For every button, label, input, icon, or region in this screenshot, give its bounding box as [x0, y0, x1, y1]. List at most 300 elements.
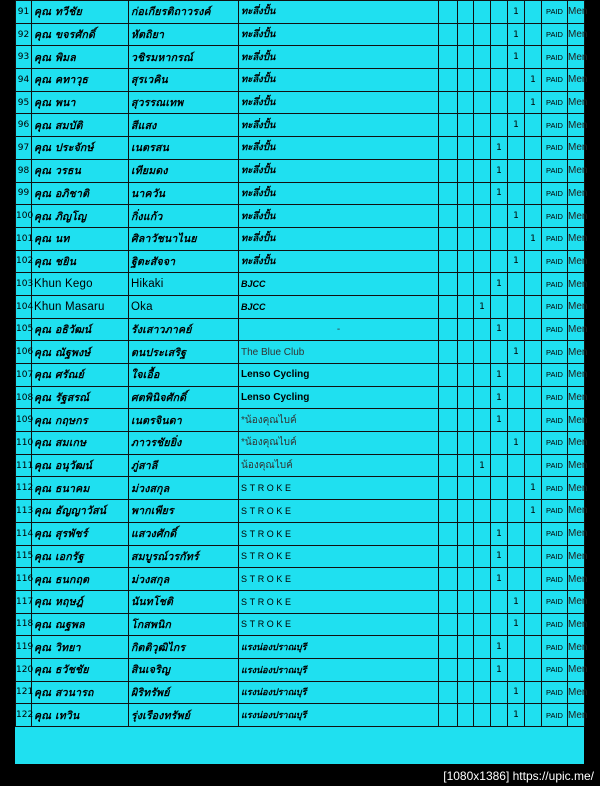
- last-name-cell: ม่วงสกุล: [129, 477, 239, 500]
- empty-cell: [458, 364, 474, 387]
- empty-cell: [439, 137, 458, 160]
- empty-cell: [458, 590, 474, 613]
- empty-cell: [508, 636, 525, 659]
- empty-cell: [458, 46, 474, 69]
- category-cell: Men: [568, 341, 585, 364]
- payment-status-cell: PAID: [542, 432, 568, 455]
- club-cell: แรงน่องปราณบุรี: [239, 658, 439, 681]
- category-cell: Men: [568, 386, 585, 409]
- category-cell: Men: [568, 432, 585, 455]
- empty-cell: [525, 522, 542, 545]
- empty-cell: [439, 658, 458, 681]
- payment-status-cell: PAID: [542, 704, 568, 727]
- empty-cell: [474, 341, 491, 364]
- payment-status-cell: PAID: [542, 681, 568, 704]
- last-name-cell: ฐิตะสัจจา: [129, 250, 239, 273]
- first-name-cell: คุณ ธนาคม: [32, 477, 129, 500]
- empty-cell: [458, 636, 474, 659]
- registration-sheet: [15, 0, 588, 764]
- empty-cell: [491, 205, 508, 228]
- empty-cell: [474, 658, 491, 681]
- last-name-cell: ม่วงสกุล: [129, 568, 239, 591]
- empty-cell: [458, 250, 474, 273]
- empty-cell: [439, 568, 458, 591]
- empty-cell: [439, 704, 458, 727]
- category-cell: Men: [568, 273, 585, 296]
- table-row: [16, 681, 585, 704]
- first-name-cell: คุณ พิมล: [32, 46, 129, 69]
- club-cell: STROKE: [239, 500, 439, 523]
- club-cell: ทะลึ่งปั้น: [239, 23, 439, 46]
- empty-cell: [525, 250, 542, 273]
- entry-mark-cell: 1: [508, 432, 525, 455]
- payment-status-cell: PAID: [542, 114, 568, 137]
- last-name-cell: หัตถิยา: [129, 23, 239, 46]
- row-number: 121: [16, 681, 32, 704]
- last-name-cell: เทียมดง: [129, 159, 239, 182]
- empty-cell: [458, 227, 474, 250]
- club-cell: ทะลึ่งปั้น: [239, 159, 439, 182]
- payment-status-cell: PAID: [542, 137, 568, 160]
- empty-cell: [525, 636, 542, 659]
- table-row: [16, 636, 585, 659]
- row-number: 113: [16, 500, 32, 523]
- empty-cell: [474, 568, 491, 591]
- entry-mark-cell: 1: [508, 205, 525, 228]
- payment-status-cell: PAID: [542, 205, 568, 228]
- last-name-cell: ก่อเกียรติถาวรงค์: [129, 1, 239, 24]
- empty-cell: [439, 545, 458, 568]
- empty-cell: [474, 159, 491, 182]
- table-row: [16, 23, 585, 46]
- payment-status-cell: PAID: [542, 23, 568, 46]
- last-name-cell: ภาวรชัยยิ่ง: [129, 432, 239, 455]
- payment-status-cell: PAID: [542, 545, 568, 568]
- club-cell: ทะลึ่งปั้น: [239, 250, 439, 273]
- empty-cell: [439, 477, 458, 500]
- last-name-cell: ตนประเสริฐ: [129, 341, 239, 364]
- empty-cell: [491, 590, 508, 613]
- empty-cell: [474, 114, 491, 137]
- table-row: [16, 704, 585, 727]
- empty-cell: [439, 590, 458, 613]
- empty-cell: [508, 137, 525, 160]
- row-number: 104: [16, 295, 32, 318]
- empty-cell: [491, 46, 508, 69]
- entry-mark-cell: 1: [491, 182, 508, 205]
- payment-status-cell: PAID: [542, 454, 568, 477]
- club-cell: ทะลึ่งปั้น: [239, 46, 439, 69]
- empty-cell: [491, 341, 508, 364]
- last-name-cell: นาควัน: [129, 182, 239, 205]
- first-name-cell: คุณ ชยิน: [32, 250, 129, 273]
- table-row: [16, 114, 585, 137]
- empty-cell: [474, 318, 491, 341]
- payment-status-cell: PAID: [542, 500, 568, 523]
- empty-cell: [491, 227, 508, 250]
- empty-cell: [525, 46, 542, 69]
- table-row: [16, 432, 585, 455]
- empty-cell: [474, 205, 491, 228]
- category-cell: Men: [568, 364, 585, 387]
- empty-cell: [491, 454, 508, 477]
- empty-cell: [458, 341, 474, 364]
- empty-cell: [458, 318, 474, 341]
- entry-mark-cell: 1: [525, 227, 542, 250]
- first-name-cell: คุณ สมบัติ: [32, 114, 129, 137]
- club-cell: แรงน่องปราณบุรี: [239, 681, 439, 704]
- empty-cell: [474, 273, 491, 296]
- last-name-cell: ศตพินิจศักดิ์: [129, 386, 239, 409]
- empty-cell: [491, 477, 508, 500]
- empty-cell: [458, 182, 474, 205]
- row-number: 109: [16, 409, 32, 432]
- empty-cell: [458, 658, 474, 681]
- last-name-cell: รุ่งเรืองทรัพย์: [129, 704, 239, 727]
- last-name-cell: Oka: [129, 295, 239, 318]
- table-row: [16, 46, 585, 69]
- empty-cell: [474, 500, 491, 523]
- empty-cell: [491, 704, 508, 727]
- first-name-cell: คุณ อภิชาติ: [32, 182, 129, 205]
- empty-cell: [508, 522, 525, 545]
- club-cell: ทะลึ่งปั้น: [239, 91, 439, 114]
- club-cell: ทะลึ่งปั้น: [239, 227, 439, 250]
- payment-status-cell: PAID: [542, 590, 568, 613]
- empty-cell: [439, 681, 458, 704]
- first-name-cell: คุณ ธวัชชัย: [32, 658, 129, 681]
- last-name-cell: ผิริทรัพย์: [129, 681, 239, 704]
- category-cell: Men: [568, 23, 585, 46]
- category-cell: Men: [568, 568, 585, 591]
- last-name-cell: สมบูรณ์วรกัทร์: [129, 545, 239, 568]
- table-row: [16, 454, 585, 477]
- empty-cell: [439, 341, 458, 364]
- payment-status-cell: PAID: [542, 477, 568, 500]
- last-name-cell: วชิรมหากรณ์: [129, 46, 239, 69]
- empty-cell: [525, 23, 542, 46]
- empty-cell: [458, 454, 474, 477]
- empty-cell: [474, 69, 491, 92]
- club-cell: STROKE: [239, 545, 439, 568]
- row-number: 94: [16, 69, 32, 92]
- empty-cell: [439, 273, 458, 296]
- last-name-cell: นันทโชติ: [129, 590, 239, 613]
- row-number: 93: [16, 46, 32, 69]
- table-row: [16, 613, 585, 636]
- first-name-cell: คุณ รัฐสรณ์: [32, 386, 129, 409]
- payment-status-cell: PAID: [542, 250, 568, 273]
- entry-mark-cell: 1: [508, 613, 525, 636]
- empty-cell: [439, 613, 458, 636]
- club-cell: ทะลึ่งปั้น: [239, 1, 439, 24]
- empty-cell: [491, 432, 508, 455]
- empty-cell: [508, 386, 525, 409]
- table-row: [16, 658, 585, 681]
- table-row: [16, 69, 585, 92]
- entry-mark-cell: 1: [508, 114, 525, 137]
- row-number: 110: [16, 432, 32, 455]
- table-row: [16, 295, 585, 318]
- empty-cell: [525, 590, 542, 613]
- empty-cell: [474, 386, 491, 409]
- last-name-cell: สีแสง: [129, 114, 239, 137]
- row-number: 117: [16, 590, 32, 613]
- empty-cell: [525, 273, 542, 296]
- empty-cell: [525, 114, 542, 137]
- empty-cell: [525, 386, 542, 409]
- category-cell: Men: [568, 205, 585, 228]
- category-cell: Men: [568, 613, 585, 636]
- last-name-cell: เนตรจินดา: [129, 409, 239, 432]
- first-name-cell: คุณ สวนารถ: [32, 681, 129, 704]
- first-name-cell: คุณ ณัฐพงษ์: [32, 341, 129, 364]
- first-name-cell: คุณ นท: [32, 227, 129, 250]
- category-cell: Men: [568, 91, 585, 114]
- empty-cell: [508, 500, 525, 523]
- first-name-cell: คุณ ภิญโญ: [32, 205, 129, 228]
- first-name-cell: คุณ อนุวัฒน์: [32, 454, 129, 477]
- entry-mark-cell: 1: [491, 522, 508, 545]
- empty-cell: [491, 23, 508, 46]
- table-row: [16, 273, 585, 296]
- empty-cell: [458, 545, 474, 568]
- empty-cell: [458, 681, 474, 704]
- table-row: [16, 341, 585, 364]
- row-number: 101: [16, 227, 32, 250]
- empty-cell: [508, 364, 525, 387]
- row-number: 115: [16, 545, 32, 568]
- category-cell: Men: [568, 114, 585, 137]
- first-name-cell: คุณ เทวิน: [32, 704, 129, 727]
- watermark-text: [1080x1386] https://upic.me/: [443, 769, 594, 783]
- table-row: [16, 250, 585, 273]
- empty-cell: [474, 636, 491, 659]
- empty-cell: [474, 23, 491, 46]
- first-name-cell: คุณ สมเกษ: [32, 432, 129, 455]
- entry-mark-cell: 1: [491, 273, 508, 296]
- table-row: [16, 477, 585, 500]
- club-cell: ทะลึ่งปั้น: [239, 137, 439, 160]
- empty-cell: [474, 704, 491, 727]
- empty-cell: [474, 91, 491, 114]
- entry-mark-cell: 1: [491, 386, 508, 409]
- empty-cell: [439, 636, 458, 659]
- empty-cell: [458, 159, 474, 182]
- empty-cell: [525, 454, 542, 477]
- category-cell: Men: [568, 182, 585, 205]
- empty-cell: [458, 114, 474, 137]
- first-name-cell: คุณ กฤษกร: [32, 409, 129, 432]
- table-body: [16, 1, 588, 727]
- empty-cell: [439, 364, 458, 387]
- category-cell: Men: [568, 137, 585, 160]
- empty-cell: [458, 23, 474, 46]
- category-cell: Men: [568, 159, 585, 182]
- payment-status-cell: PAID: [542, 613, 568, 636]
- club-cell: STROKE: [239, 568, 439, 591]
- table-row: [16, 500, 585, 523]
- empty-cell: [508, 227, 525, 250]
- empty-cell: [474, 409, 491, 432]
- row-number: 96: [16, 114, 32, 137]
- row-number: 102: [16, 250, 32, 273]
- empty-cell: [439, 227, 458, 250]
- empty-cell: [439, 409, 458, 432]
- empty-cell: [525, 704, 542, 727]
- empty-cell: [439, 182, 458, 205]
- club-cell: แรงน่องปราณบุรี: [239, 704, 439, 727]
- empty-cell: [474, 477, 491, 500]
- entry-mark-cell: 1: [474, 295, 491, 318]
- empty-cell: [458, 613, 474, 636]
- empty-cell: [491, 1, 508, 24]
- row-number: 98: [16, 159, 32, 182]
- empty-cell: [474, 227, 491, 250]
- last-name-cell: กิ่งแก้ว: [129, 205, 239, 228]
- empty-cell: [439, 250, 458, 273]
- payment-status-cell: PAID: [542, 46, 568, 69]
- category-cell: Men: [568, 500, 585, 523]
- empty-cell: [508, 568, 525, 591]
- row-number: 108: [16, 386, 32, 409]
- payment-status-cell: PAID: [542, 658, 568, 681]
- row-number: 106: [16, 341, 32, 364]
- last-name-cell: Hikaki: [129, 273, 239, 296]
- empty-cell: [525, 1, 542, 24]
- empty-cell: [439, 23, 458, 46]
- entry-mark-cell: 1: [508, 681, 525, 704]
- entry-mark-cell: 1: [491, 568, 508, 591]
- entry-mark-cell: 1: [491, 137, 508, 160]
- first-name-cell: คุณ ประจักษ์: [32, 137, 129, 160]
- empty-cell: [439, 1, 458, 24]
- table-row: [16, 318, 585, 341]
- row-number: 114: [16, 522, 32, 545]
- club-cell: -: [239, 318, 439, 341]
- empty-cell: [474, 590, 491, 613]
- entry-mark-cell: 1: [491, 409, 508, 432]
- club-cell: Lenso Cycling: [239, 364, 439, 387]
- payment-status-cell: PAID: [542, 159, 568, 182]
- first-name-cell: คุณ วรธน: [32, 159, 129, 182]
- empty-cell: [474, 545, 491, 568]
- empty-cell: [525, 137, 542, 160]
- last-name-cell: เนตรสน: [129, 137, 239, 160]
- empty-cell: [458, 69, 474, 92]
- empty-cell: [525, 364, 542, 387]
- empty-cell: [491, 295, 508, 318]
- category-cell: Men: [568, 704, 585, 727]
- table-row: [16, 1, 585, 24]
- category-cell: Men: [568, 590, 585, 613]
- empty-cell: [508, 69, 525, 92]
- empty-cell: [508, 545, 525, 568]
- payment-status-cell: PAID: [542, 341, 568, 364]
- empty-cell: [525, 295, 542, 318]
- entry-mark-cell: 1: [491, 318, 508, 341]
- empty-cell: [439, 318, 458, 341]
- club-cell: ทะลึ่งปั้น: [239, 69, 439, 92]
- category-cell: Men: [568, 227, 585, 250]
- row-number: 100: [16, 205, 32, 228]
- category-cell: Men: [568, 69, 585, 92]
- table-row: [16, 159, 585, 182]
- club-cell: ทะลึ่งปั้น: [239, 205, 439, 228]
- entry-mark-cell: 1: [491, 159, 508, 182]
- empty-cell: [474, 681, 491, 704]
- payment-status-cell: PAID: [542, 91, 568, 114]
- empty-cell: [474, 613, 491, 636]
- last-name-cell: สินเจริญ: [129, 658, 239, 681]
- empty-cell: [508, 182, 525, 205]
- table-row: [16, 386, 585, 409]
- category-cell: Men: [568, 318, 585, 341]
- row-number: 107: [16, 364, 32, 387]
- entry-mark-cell: 1: [508, 23, 525, 46]
- table-row: [16, 205, 585, 228]
- payment-status-cell: PAID: [542, 182, 568, 205]
- table-row: [16, 364, 585, 387]
- last-name-cell: แสวงศักดิ์: [129, 522, 239, 545]
- registration-table: [15, 0, 588, 727]
- table-row: [16, 545, 585, 568]
- category-cell: Men: [568, 46, 585, 69]
- payment-status-cell: PAID: [542, 409, 568, 432]
- empty-cell: [439, 500, 458, 523]
- payment-status-cell: PAID: [542, 69, 568, 92]
- empty-cell: [508, 295, 525, 318]
- empty-cell: [439, 454, 458, 477]
- table-row: [16, 522, 585, 545]
- empty-cell: [458, 568, 474, 591]
- table-row: [16, 91, 585, 114]
- club-cell: Lenso Cycling: [239, 386, 439, 409]
- empty-cell: [491, 250, 508, 273]
- club-cell: STROKE: [239, 477, 439, 500]
- first-name-cell: คุณ ธัญญาวัสน์: [32, 500, 129, 523]
- empty-cell: [508, 454, 525, 477]
- empty-cell: [525, 613, 542, 636]
- last-name-cell: โกสพนิก: [129, 613, 239, 636]
- category-cell: Men: [568, 477, 585, 500]
- row-number: 91: [16, 1, 32, 24]
- first-name-cell: Khun Kego: [32, 273, 129, 296]
- empty-cell: [439, 205, 458, 228]
- row-number: 95: [16, 91, 32, 114]
- last-name-cell: กิตติวุฒิไกร: [129, 636, 239, 659]
- empty-cell: [458, 704, 474, 727]
- empty-cell: [508, 159, 525, 182]
- entry-mark-cell: 1: [491, 364, 508, 387]
- first-name-cell: คุณ สุรพัชร์: [32, 522, 129, 545]
- last-name-cell: สุรเวคิน: [129, 69, 239, 92]
- payment-status-cell: PAID: [542, 522, 568, 545]
- category-cell: Men: [568, 409, 585, 432]
- empty-cell: [525, 159, 542, 182]
- empty-cell: [474, 432, 491, 455]
- empty-cell: [525, 409, 542, 432]
- club-cell: BJCC: [239, 273, 439, 296]
- empty-cell: [458, 295, 474, 318]
- row-number: 118: [16, 613, 32, 636]
- row-number: 105: [16, 318, 32, 341]
- entry-mark-cell: 1: [508, 341, 525, 364]
- entry-mark-cell: 1: [491, 636, 508, 659]
- entry-mark-cell: 1: [508, 704, 525, 727]
- row-number: 120: [16, 658, 32, 681]
- empty-cell: [458, 1, 474, 24]
